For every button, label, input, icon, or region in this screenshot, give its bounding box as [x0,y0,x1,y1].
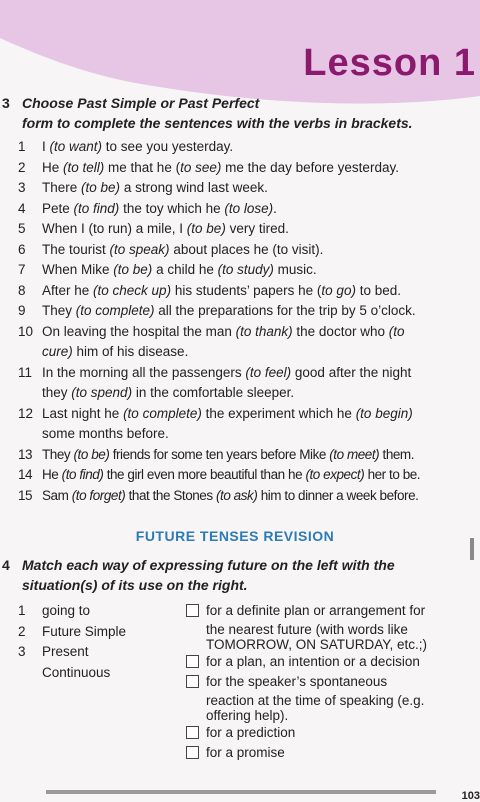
future-form-2: 2 Future Simple [18,623,127,639]
usage-option-5[interactable]: for a promise [186,743,466,764]
usage-option-5-checkbox[interactable] [186,746,199,759]
usage-option-3-line2: reaction at the time of speaking (e.g. [206,692,425,708]
usage-option-2[interactable]: for a plan, an intention or a decision [186,652,466,673]
sentence-2: 2 He (to tell) me that he (to see) me the day before yesterday. [18,159,399,175]
future-forms-list [18,601,188,683]
usage-option-1-line2: the nearest future (with words like [206,621,408,637]
exercise-4-number: 4 [2,557,10,573]
sentence-5: 5 When I (to run) a mile, I (to be) very tired. [18,221,289,236]
bottom-scrollbar[interactable] [46,790,436,794]
usage-option-4-checkbox[interactable] [186,726,199,739]
section-heading: FUTURE TENSES REVISION [135,528,335,544]
sentence-13: 13 They (to be) friends for some ten years before Mike (to meet) them. [18,446,415,462]
exercise-3-title-line2: form to complete the sentences with the verbs in brackets. [22,115,413,131]
sentence-3: 3 There (to be) a strong wind last week. [18,180,268,195]
usage-option-3-checkbox[interactable] [186,675,199,688]
sentence-10: 10 On leaving the hospital the man (to thank) the doctor who (to cure) him of his disease. [18,323,405,359]
usage-option-4[interactable]: for a prediction [186,723,466,744]
lesson-title: Lesson 1 [303,42,476,84]
usage-option-1-checkbox[interactable] [186,604,199,617]
sentence-12: 12 Last night he (to complete) the experiment which he (to begin) some months before. [18,405,413,441]
sentence-15: 15 Sam (to forget) that the Stones (to ask) him to dinner a week before. [18,487,419,503]
usage-option-3[interactable]: for the speaker’s spontaneous [186,672,466,693]
exercise-3-title-line1: Choose Past Simple or Past Perfect [22,95,260,111]
usage-option-1[interactable]: for a definite plan or arrangement for [186,601,466,622]
sentence-4: 4 Pete (to find) the toy which he (to lose). [18,200,277,216]
usage-option-2-checkbox[interactable] [186,655,199,668]
sentence-14: 14 He (to find) the girl even more beautiful than he (to expect) her to be. [18,467,421,482]
usage-option-1-line3: TOMORROW, ON SATURDAY, etc.;) [206,636,428,652]
sentence-1: 1 I (to want) to see you yesterday. [18,139,234,154]
future-form-3-continued: Continuous [42,664,111,680]
exercise-4-title-line2: situation(s) of its use on the right. [22,577,248,593]
exercise-3-title [22,93,472,133]
sentence-6: 6 The tourist (to speak) about places he (to visit). [18,241,324,257]
future-form-1: 1 going to [18,603,91,618]
sentence-9: 9 They (to complete) all the preparations for the trip by 5 o’clock. [18,303,416,318]
sentence-8: 8 After he (to check up) his students’ papers he (to go) to bed. [18,282,401,298]
exercise-3-number: 3 [2,95,10,111]
page-number: 103 [461,790,480,802]
usage-option-3-line3: offering help). [206,707,289,723]
usage-options-list [186,601,466,764]
exercise-4-title-line1: Match each way of expressing future on the left with the [22,557,395,573]
future-form-3: 3 Present [18,644,89,659]
exercise-4-title [22,555,472,595]
sentence-7: 7 When Mike (to be) a child he (to study) music. [18,262,317,277]
exercise-3-list [18,137,473,506]
sentence-11: 11 In the morning all the passengers (to feel) good after the night they (to spend) in the comfortable sleeper. [18,364,412,400]
